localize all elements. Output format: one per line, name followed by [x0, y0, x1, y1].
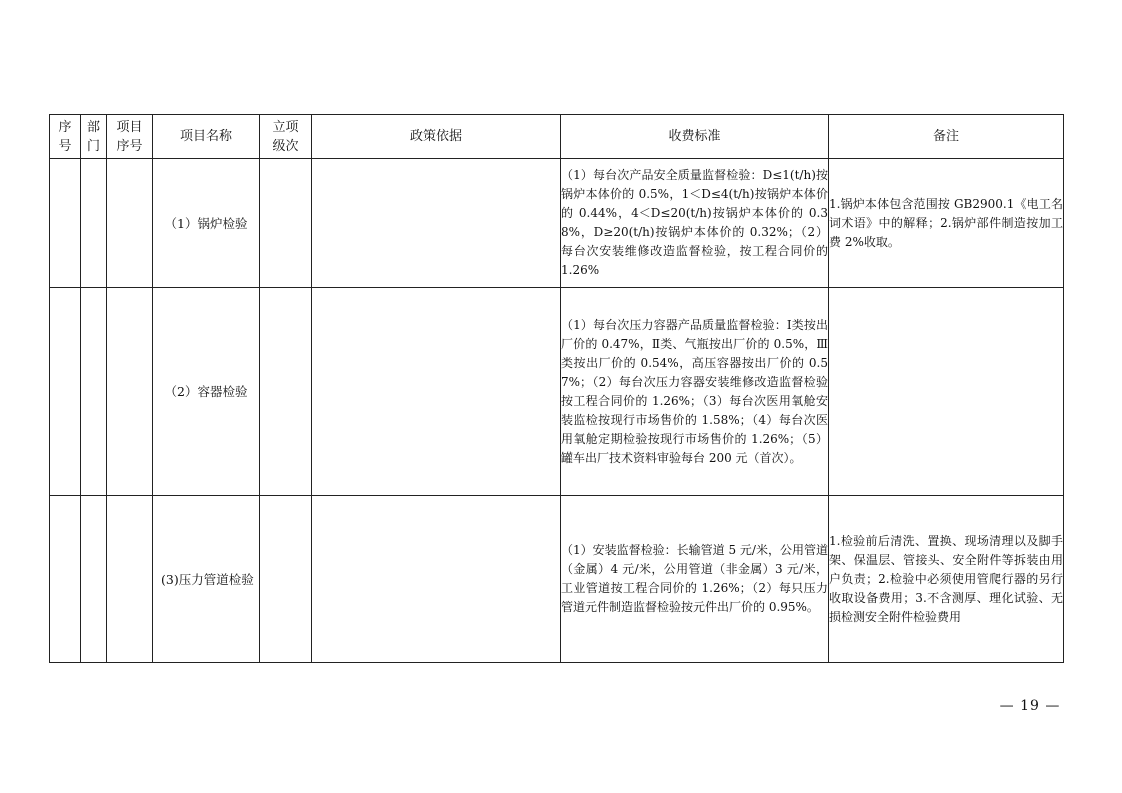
cell-item-name: （1）锅炉检验: [153, 159, 260, 288]
cell-fee-standard: （1）每台次压力容器产品质量监督检验：Ⅰ类按出厂价的 0.47%，Ⅱ类、气瓶按出厂价的 0.5%，Ⅲ类按出厂价的 0.54%，高压容器按出厂价的 0.57%；（2）每台次压力容器安装维修改造监督检验按工程合同价的 1.26%；（3）每台次医用氧舱安装监检按现行市场售价的 1.58%；（4）每台次医用氧舱定期检验按现行市场售价的 1.26%；（5）罐车出厂技术资料审验每台 200 元（首次）。: [561, 288, 829, 496]
table-row: [50, 496, 1064, 663]
cell-remarks: [829, 288, 1064, 496]
cell-item-name: （2）容器检验: [153, 288, 260, 496]
cell-item-seq: [107, 159, 153, 288]
cell-remarks: 1.锅炉本体包含范围按 GB2900.1《电工名词术语》中的解释；2.锅炉部件制造按加工费 2%收取。: [829, 159, 1064, 288]
cell-policy: [312, 496, 561, 663]
header-dept: 部门: [81, 115, 107, 159]
cell-seq: [50, 496, 81, 663]
cell-fee-standard: （1）每台次产品安全质量监督检验：D≤1(t/h)按锅炉本体价的 0.5%，1＜D≤4(t/h)按锅炉本体价的 0.44%，4＜D≤20(t/h)按锅炉本体价的 0.38%，D≥20(t/h)按锅炉本体价的 0.32%；（2）每台次安装维修改造监督检验，按工程合同价的 1.26%: [561, 159, 829, 288]
table-row: [50, 159, 1064, 288]
table-header-row: [50, 115, 1064, 159]
cell-item-seq: [107, 496, 153, 663]
table-row: [50, 288, 1064, 496]
cell-dept: [81, 496, 107, 663]
cell-seq: [50, 159, 81, 288]
header-seq: 序号: [50, 115, 81, 159]
cell-policy: [312, 159, 561, 288]
header-fee-standard: 收费标准: [561, 115, 829, 159]
header-item-name: 项目名称: [153, 115, 260, 159]
header-level: 立项级次: [260, 115, 312, 159]
header-policy: 政策依据: [312, 115, 561, 159]
header-item-seq: 项目序号: [107, 115, 153, 159]
cell-dept: [81, 288, 107, 496]
cell-level: [260, 496, 312, 663]
cell-seq: [50, 288, 81, 496]
fee-table: [49, 114, 1064, 663]
cell-remarks: 1.检验前后清洗、置换、现场清理以及脚手架、保温层、管接头、安全附件等拆装由用户负责；2.检验中必须使用管爬行器的另行收取设备费用；3.不含测厚、理化试验、无损检测安全附件检验费用: [829, 496, 1064, 663]
header-remarks: 备注: [829, 115, 1064, 159]
cell-fee-standard: （1）安装监督检验：长输管道 5 元/米，公用管道（金属）4 元/米，公用管道（非金属）3 元/米，工业管道按工程合同价的 1.26%；（2）每只压力管道元件制造监督检验按元件出厂价的 0.95%。: [561, 496, 829, 663]
cell-policy: [312, 288, 561, 496]
cell-level: [260, 159, 312, 288]
cell-level: [260, 288, 312, 496]
page-number: — 19 —: [999, 698, 1061, 714]
cell-item-seq: [107, 288, 153, 496]
cell-item-name: (3)压力管道检验: [153, 496, 260, 663]
cell-dept: [81, 159, 107, 288]
